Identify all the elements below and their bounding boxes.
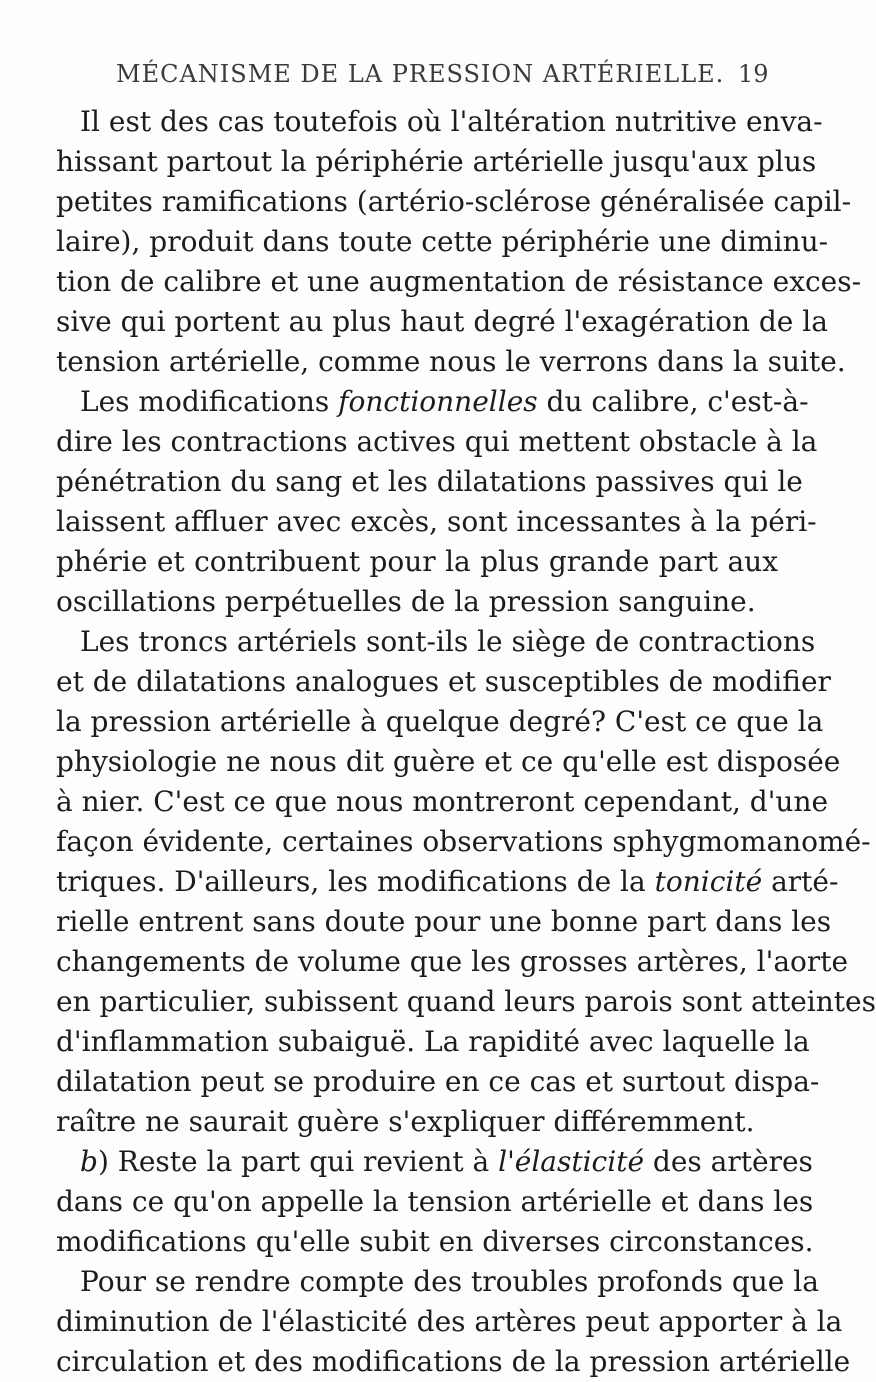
text-line xyxy=(56,1222,814,1262)
text-segment: physiologie ne nous dit guère et ce qu'elle est disposée xyxy=(56,745,841,778)
text-segment: ) Reste la part qui revient à xyxy=(97,1145,499,1178)
text-line xyxy=(56,1182,814,1222)
text-line xyxy=(56,342,846,382)
italic-text-segment: fonctionnelles xyxy=(338,385,538,418)
italic-text-segment: tonicité xyxy=(654,865,763,898)
text-line xyxy=(56,782,829,822)
text-segment: à nier. C'est ce que nous montreront cependant, d'une xyxy=(56,785,829,818)
text-line xyxy=(56,142,817,182)
text-segment: rielle entrent sans doute pour une bonne part dans les xyxy=(56,905,832,938)
text-line xyxy=(56,742,841,782)
text-segment: du calibre, c'est-à- xyxy=(537,385,809,418)
text-line xyxy=(56,702,824,742)
running-header xyxy=(0,60,800,90)
text-line xyxy=(56,262,862,302)
text-segment: Il est des cas toutefois où l'altération nutritive enva- xyxy=(80,105,823,138)
text-line xyxy=(56,1102,778,1142)
text-line xyxy=(56,1342,851,1382)
text-segment: dans ce qu'on appelle la tension artérielle et dans les xyxy=(56,1185,814,1218)
page-body-text xyxy=(56,102,876,1378)
text-line xyxy=(56,1142,813,1182)
text-line xyxy=(56,662,831,702)
text-segment: et de dilatations analogues et susceptibles de modifier xyxy=(56,665,831,698)
text-line xyxy=(56,1262,819,1302)
text-line xyxy=(56,622,816,662)
text-line xyxy=(56,902,832,942)
text-line xyxy=(56,982,876,1022)
text-line xyxy=(56,462,803,502)
text-segment: des artères xyxy=(644,1145,813,1178)
text-line xyxy=(56,862,839,902)
text-segment: en particulier, subissent quand leurs parois sont atteintes xyxy=(56,985,876,1018)
text-line xyxy=(56,582,778,622)
text-segment: tension artérielle, comme nous le verrons dans la suite. xyxy=(56,345,846,378)
text-segment: Les modifications xyxy=(80,385,339,418)
text-segment: raître ne saurait guère s'expliquer différemment. xyxy=(56,1105,755,1138)
text-segment: sive qui portent au plus haut degré l'exagération de la xyxy=(56,305,828,338)
text-line xyxy=(56,1302,843,1342)
text-segment: petites ramifications (artério-sclérose généralisée capil- xyxy=(56,185,852,218)
text-segment: circulation et des modifications de la pression artérielle xyxy=(56,1345,851,1378)
text-segment: diminution de l'élasticité des artères peut apporter à la xyxy=(56,1305,843,1338)
page-number: 19 xyxy=(738,60,769,88)
text-line xyxy=(56,502,817,542)
text-line xyxy=(56,542,778,582)
text-segment: triques. D'ailleurs, les modifications de la xyxy=(56,865,655,898)
text-segment: hissant partout la périphérie artérielle jusqu'aux plus xyxy=(56,145,817,178)
text-segment: pénétration du sang et les dilatations passives qui le xyxy=(56,465,803,498)
text-segment: façon évidente, certaines observations sphygmomanomé- xyxy=(56,825,871,858)
text-segment: d'inflammation subaiguë. La rapidité avec laquelle la xyxy=(56,1025,810,1058)
text-segment: modifications qu'elle subit en diverses circonstances. xyxy=(56,1225,814,1258)
text-segment: dire les contractions actives qui mettent obstacle à la xyxy=(56,425,818,458)
text-segment: tion de calibre et une augmentation de résistance exces- xyxy=(56,265,862,298)
text-segment: dilatation peut se produire en ce cas et surtout dispa- xyxy=(56,1065,820,1098)
text-line xyxy=(56,182,852,222)
text-segment: oscillations perpétuelles de la pression sanguine. xyxy=(56,585,756,618)
text-segment: changements de volume que les grosses artères, l'aorte xyxy=(56,945,849,978)
running-title: MÉCANISME DE LA PRESSION ARTÉRIELLE. xyxy=(116,60,725,88)
text-line xyxy=(56,1022,810,1062)
text-line xyxy=(56,1062,820,1102)
text-segment: phérie et contribuent pour la plus grande part aux xyxy=(56,545,778,578)
italic-text-segment: l'élasticité xyxy=(498,1145,645,1178)
text-line xyxy=(56,942,849,982)
text-segment: Les troncs artériels sont-ils le siège de contractions xyxy=(80,625,816,658)
text-segment: laire), produit dans toute cette périphérie une diminu- xyxy=(56,225,829,258)
text-segment: Pour se rendre compte des troubles profonds que la xyxy=(80,1265,819,1298)
text-line xyxy=(56,382,809,422)
text-line xyxy=(56,302,828,342)
text-segment: laissent affluer avec excès, sont incessantes à la péri- xyxy=(56,505,817,538)
text-line xyxy=(56,222,829,262)
italic-text-segment: b xyxy=(80,1145,98,1178)
text-segment: arté- xyxy=(762,865,839,898)
text-line xyxy=(56,422,818,462)
text-line xyxy=(56,102,823,142)
text-segment: la pression artérielle à quelque degré? C'est ce que la xyxy=(56,705,824,738)
text-line xyxy=(56,822,871,862)
